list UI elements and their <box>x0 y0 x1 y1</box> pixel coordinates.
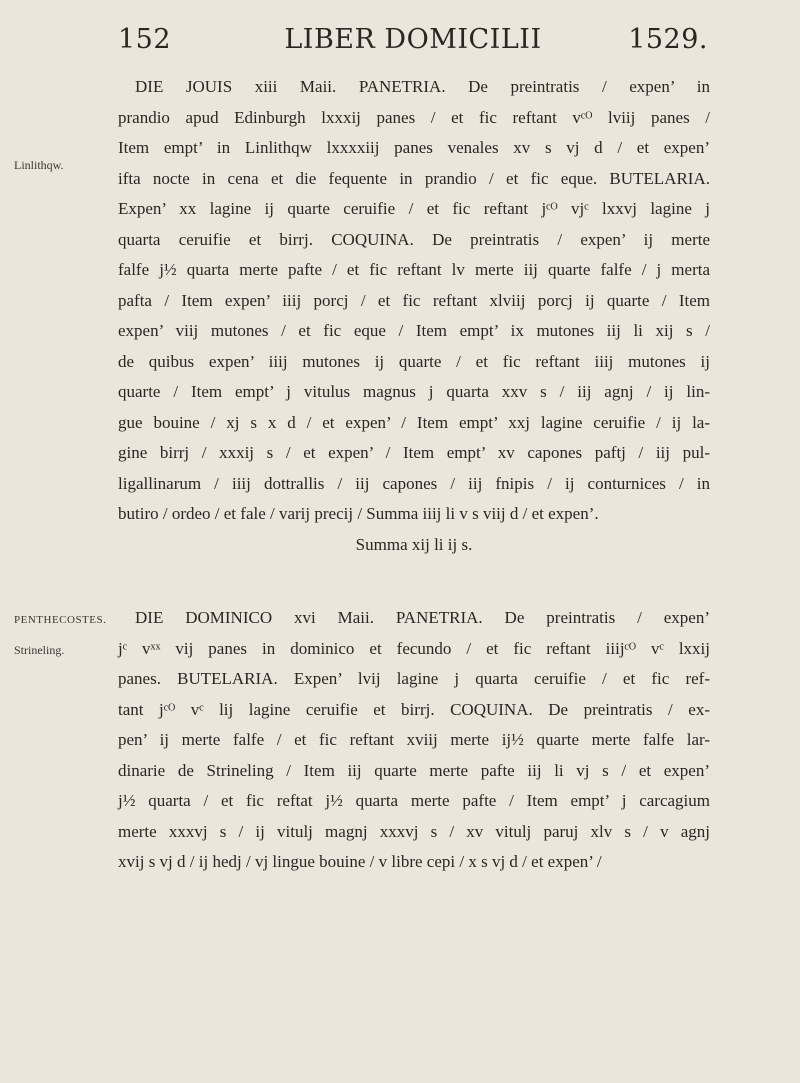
page-number: 152 <box>118 24 172 55</box>
entry-sunday-16-may <box>118 603 710 878</box>
text-line: Item empt’ in Linlithqw lxxxxiij panes venales xv s vj d / et expen’ <box>118 138 710 157</box>
text-line: quarte / Item empt’ j vitulus magnus j quarta xxv s / iij agnj / ij lin- <box>118 382 710 401</box>
text-line: pen’ ij merte falfe / et fic reftant xviij merte ij½ quarte merte falfe lar- <box>118 730 710 749</box>
running-head <box>118 20 708 60</box>
text-line: gue bouine / xj s x d / et expen’ / Item empt’ xxj lagine ceruifie / ij la- <box>118 412 710 432</box>
text-line: jᶜ vˣˣ vij panes in dominico et fecundo / et fic reftant iiijᶜᴼ vᶜ lxxij <box>118 638 710 658</box>
text-line: DIE JOUIS xiii Maii. PANETRIA. De preintratis / expen’ in <box>135 77 710 96</box>
text-line: quarta ceruifie et birrj. COQUINA. De preintratis / expen’ ij merte <box>118 229 710 249</box>
text-line: dinarie de Strineling / Item iij quarte merte pafte iij li vj s / et expen’ <box>118 760 710 780</box>
text-line: butiro / ordeo / et fale / varij precij / Summa iiij li v s viij d / et expen’. <box>118 504 599 523</box>
entry-thursday-13-may <box>118 72 710 560</box>
text-line: ligallinarum / iiij dottrallis / iij capones / iij fnipis / ij conturnices / in <box>118 473 710 493</box>
text-line: xvij s vj d / ij hedj / vj lingue bouine / v libre cepi / x s vj d / et expen’ / <box>118 852 602 871</box>
year-heading: 1529. <box>628 24 708 55</box>
margin-note-linlithqw: Linlithqw. <box>14 158 64 172</box>
text-line: prandio apud Edinburgh lxxxij panes / et fic reftant vᶜᴼ lviij panes / <box>118 107 710 127</box>
text-line: DIE DOMINICO xvi Maii. PANETRIA. De preintratis / expen’ <box>135 608 710 627</box>
summa-total: Summa xij li ij s. <box>355 534 473 554</box>
text-line: falfe j½ quarta merte pafte / et fic reftant lv merte iij quarte falfe / j merta <box>118 260 710 279</box>
text-line: Expen’ xx lagine ij quarte ceruifie / et fic reftant jᶜᴼ vjᶜ lxxvj lagine j <box>118 199 710 218</box>
text-line: tant jᶜᴼ vᶜ lij lagine ceruifie et birrj. COQUINA. De preintratis / ex- <box>118 699 710 719</box>
text-line: panes. BUTELARIA. Expen’ lvij lagine j quarta ceruifie / et fic ref- <box>118 669 710 688</box>
text-line: j½ quarta / et fic reftat j½ quarta merte pafte / Item empt’ j carcagium <box>118 791 710 810</box>
margin-note-strineling: Strineling. <box>14 643 65 657</box>
text-line: gine birrj / xxxij s / et expen’ / Item empt’ xv capones paftj / iij pul- <box>118 443 710 462</box>
book-title: LIBER DOMICILII <box>284 24 542 55</box>
text-line: ifta nocte in cena et die fequente in prandio / et fic eque. BUTELARIA. <box>118 168 710 188</box>
text-line: merte xxxvj s / ij vitulj magnj xxxvj s / xv vitulj paruj xlv s / v agnj <box>118 821 710 841</box>
text-line: pafta / Item expen’ iiij porcj / et fic reftant xlviij porcj ij quarte / Item <box>118 290 710 310</box>
margin-note-penthecostes: PENTHECOSTES. <box>14 614 107 626</box>
text-line: expen’ viij mutones / et fic eque / Item empt’ ix mutones iij li xij s / <box>118 321 710 340</box>
text-line: de quibus expen’ iiij mutones ij quarte / et fic reftant iiij mutones ij <box>118 351 710 371</box>
